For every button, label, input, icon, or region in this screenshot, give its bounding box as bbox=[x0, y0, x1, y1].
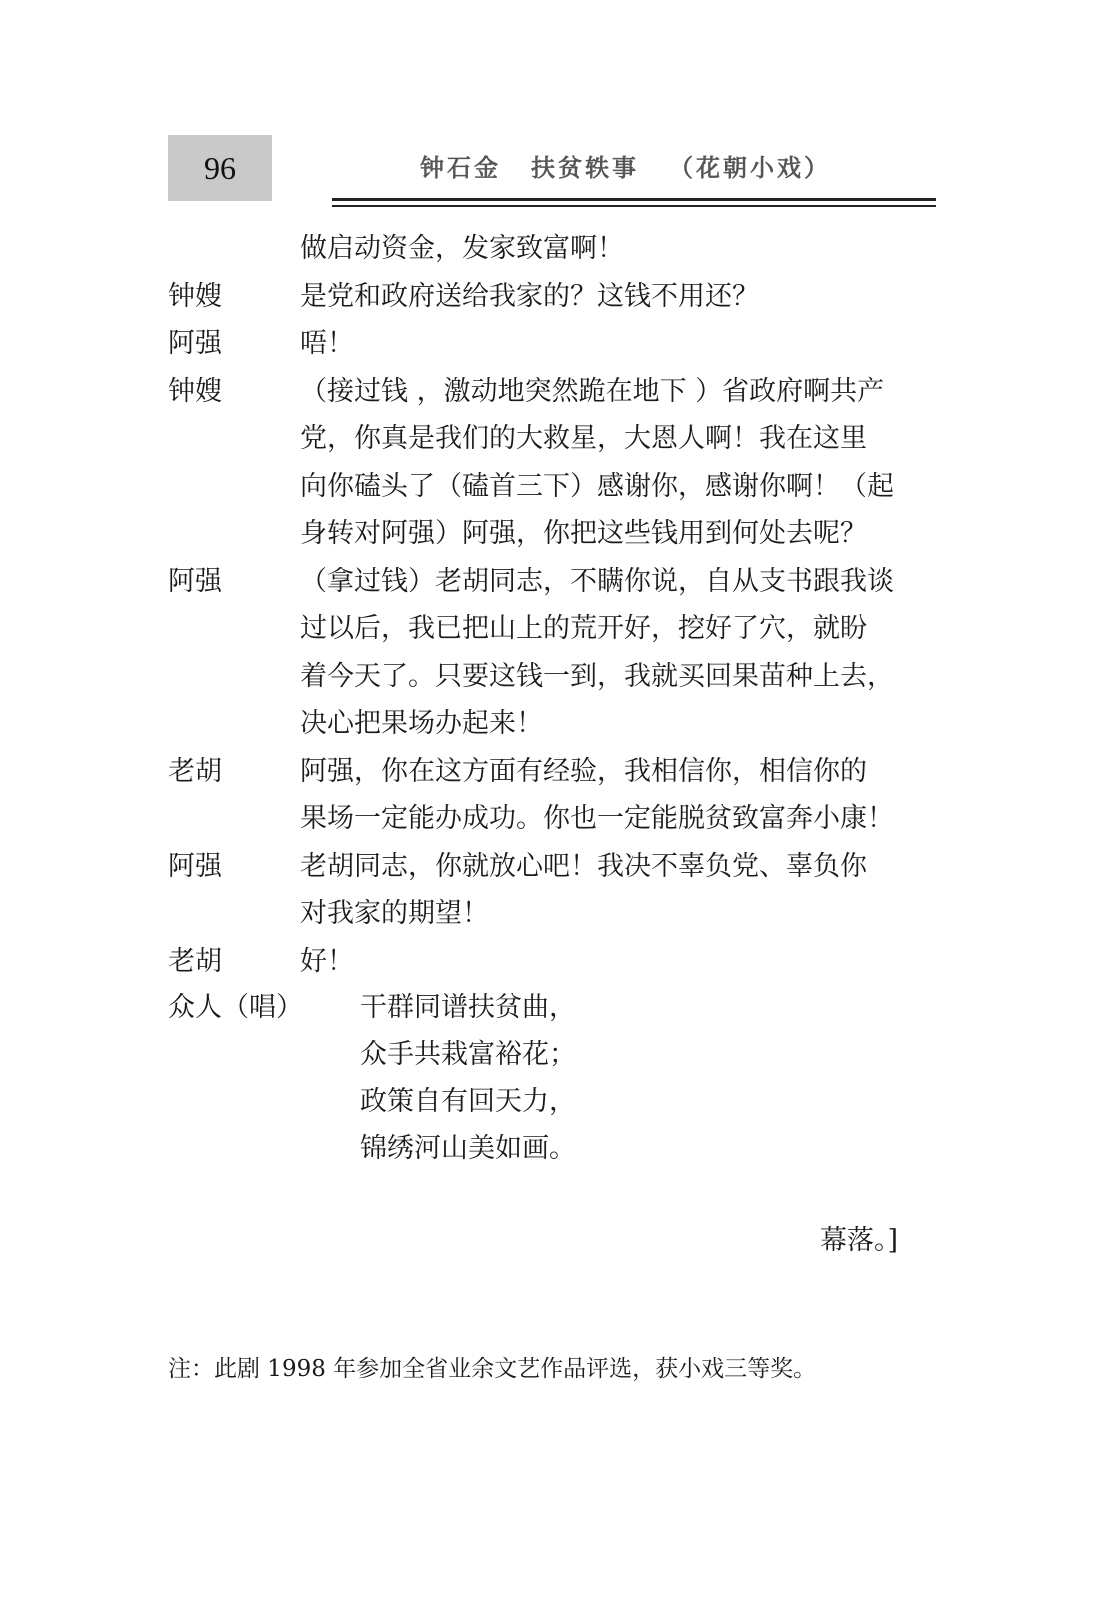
script-line bbox=[168, 463, 948, 511]
header-author: 钟石金 bbox=[420, 153, 501, 182]
dialogue-text: 向你磕头了（磕首三下）感谢你，感谢你啊！（起 bbox=[300, 470, 894, 502]
dialogue-text: （接过钱 ，激动地突然跪在地下 ）省政府啊共产 bbox=[300, 375, 885, 407]
curtain-direction: 幕落。] bbox=[820, 1225, 899, 1256]
speaker-name bbox=[168, 225, 300, 273]
dialogue-text: 着今天了。只要这钱一到，我就买回果苗种上去， bbox=[300, 660, 894, 692]
script-line bbox=[168, 843, 948, 891]
script-line bbox=[168, 510, 948, 558]
speaker-name: 阿强 bbox=[168, 850, 222, 882]
speaker-name: 钟嫂 bbox=[168, 280, 222, 312]
lyric-line: 政策自有回天力， bbox=[360, 1086, 576, 1117]
dialogue-text: 唔！ bbox=[300, 328, 354, 359]
running-header bbox=[420, 148, 940, 188]
speaker-name: 阿强 bbox=[168, 565, 222, 597]
script-line bbox=[168, 273, 948, 321]
script-line bbox=[168, 558, 948, 606]
lyric-line: 锦绣河山美如画。 bbox=[360, 1133, 576, 1164]
speaker-name: 阿强 bbox=[168, 328, 222, 359]
dialogue-text: （拿过钱）老胡同志，不瞒你说，自从支书跟我谈 bbox=[300, 565, 894, 597]
lyric-line: 干群同谱扶贫曲， bbox=[360, 992, 576, 1023]
header-book-title: 扶贫轶事 bbox=[531, 153, 639, 182]
script-line bbox=[168, 320, 948, 368]
dialogue-text: 是党和政府送给我家的？这钱不用还？ bbox=[300, 280, 759, 312]
speaker-name: 钟嫂 bbox=[168, 375, 222, 407]
dialogue-text: 果场一定能办成功。你也一定能脱贫致富奔小康！ bbox=[300, 803, 894, 834]
header-genre: （花朝小戏） bbox=[669, 153, 831, 182]
speaker-name: 老胡 bbox=[168, 945, 222, 977]
dialogue-text: 决心把果场办起来！ bbox=[300, 708, 543, 739]
script-line bbox=[168, 653, 948, 701]
script-line bbox=[168, 225, 948, 273]
speaker-name: 老胡 bbox=[168, 755, 222, 787]
script-body bbox=[168, 225, 948, 985]
dialogue-text: 阿强，你在这方面有经验，我相信你，相信你的 bbox=[300, 755, 867, 787]
page-number: 96 bbox=[168, 135, 272, 201]
dialogue-text: 过以后，我已把山上的荒开好，挖好了穴，就盼 bbox=[300, 613, 867, 644]
song-speaker: 众人（唱） bbox=[168, 992, 303, 1023]
script-line bbox=[168, 700, 948, 748]
dialogue-text: 好！ bbox=[300, 945, 354, 977]
dialogue-text: 对我家的期望！ bbox=[300, 898, 489, 929]
song-lyrics bbox=[360, 984, 576, 1172]
script-line bbox=[168, 748, 948, 796]
script-line bbox=[168, 795, 948, 843]
dialogue-text: 老胡同志，你就放心吧！我决不辜负党、辜负你 bbox=[300, 850, 867, 882]
script-line bbox=[168, 890, 948, 938]
script-line bbox=[168, 605, 948, 653]
dialogue-text: 党，你真是我们的大救星，大恩人啊！我在这里 bbox=[300, 423, 867, 454]
script-line bbox=[168, 415, 948, 463]
header-double-rule bbox=[332, 198, 936, 207]
script-line bbox=[168, 938, 948, 986]
dialogue-text: 做启动资金，发家致富啊！ bbox=[300, 233, 624, 264]
dialogue-text: 身转对阿强）阿强，你把这些钱用到何处去呢？ bbox=[300, 518, 867, 549]
script-line bbox=[168, 368, 948, 416]
lyric-line: 众手共栽富裕花； bbox=[360, 1039, 576, 1070]
footnote: 注：此剧 1998 年参加全省业余文艺作品评选，获小戏三等奖。 bbox=[168, 1356, 817, 1382]
